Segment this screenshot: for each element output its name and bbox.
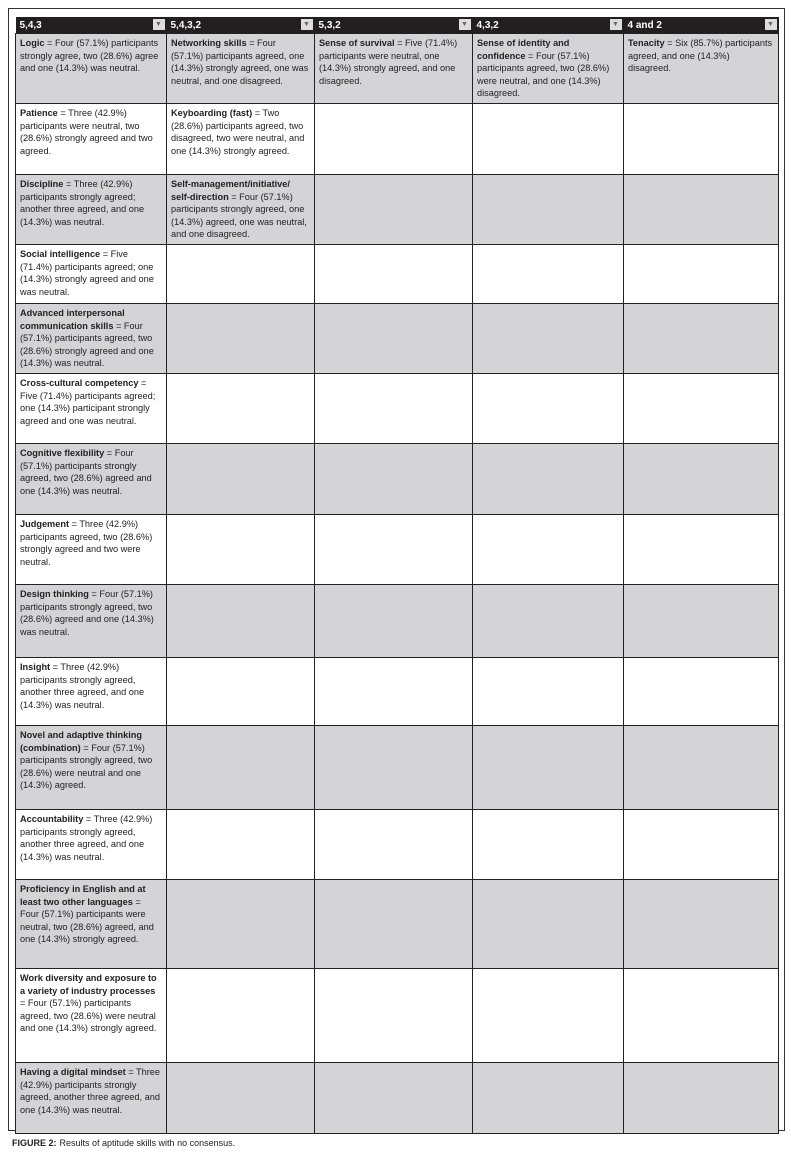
skill-name: Sense of survival bbox=[319, 38, 395, 48]
caption-label: FIGURE 2: bbox=[12, 1138, 57, 1148]
empty-cell bbox=[315, 244, 473, 303]
empty-cell bbox=[315, 657, 473, 725]
skill-cell bbox=[16, 174, 167, 244]
empty-cell bbox=[167, 725, 315, 809]
empty-cell bbox=[167, 443, 315, 514]
skill-name: Proficiency in English and at least two other languages bbox=[20, 883, 146, 907]
table-row bbox=[16, 174, 779, 244]
skill-result: = Four (57.1%) participants were neutral, two (28.6%) agreed, and one (14.3%) strongly agreed. bbox=[20, 896, 154, 945]
empty-cell bbox=[167, 968, 315, 1062]
skill-name: Cross-cultural competency bbox=[20, 377, 139, 388]
skill-result: = Four (57.1%) participants agreed, two (28.6%) were neutral and one (14.3%) strongly agreed. bbox=[20, 998, 157, 1034]
empty-cell bbox=[624, 809, 779, 879]
skill-result: = Four (57.1%) participants strongly agreed, two (28.6%) agreed and one (14.3%) was neutral. bbox=[20, 447, 152, 496]
empty-cell bbox=[167, 303, 315, 373]
skill-result: = Six (85.7%) participants agreed, and one (14.3%) disagreed. bbox=[628, 38, 773, 74]
table-row bbox=[16, 514, 779, 584]
empty-cell bbox=[473, 443, 624, 514]
empty-cell bbox=[624, 373, 779, 443]
skill-result: = Four (57.1%) participants agreed, one (14.3%) strongly agreed, one was neutral, and one disagreed. bbox=[171, 38, 309, 86]
empty-cell bbox=[624, 244, 779, 303]
skill-name: Tenacity bbox=[628, 38, 665, 48]
column-header-label: 5,3,2 bbox=[318, 19, 341, 31]
empty-cell bbox=[167, 809, 315, 879]
empty-cell bbox=[473, 1062, 624, 1133]
skill-result: = Four (57.1%) participants strongly agreed, two (28.6%) agreed and one (14.3%) was neutral. bbox=[20, 588, 154, 637]
empty-cell bbox=[315, 373, 473, 443]
skill-result: = Four (57.1%) participants strongly agreed, one (14.3%) agreed, one was neutral, and one disagreed. bbox=[171, 191, 307, 240]
skill-cell bbox=[167, 34, 315, 104]
skill-result: = Three (42.9%) participants strongly agreed, another three agreed, and one (14.3%) was neutral. bbox=[20, 661, 145, 710]
figure-caption bbox=[12, 1138, 235, 1148]
skill-name: Logic bbox=[20, 38, 45, 48]
empty-cell bbox=[624, 174, 779, 244]
column-header-label: 4 and 2 bbox=[627, 19, 662, 31]
skill-cell bbox=[16, 303, 167, 373]
empty-cell bbox=[624, 725, 779, 809]
skill-result: = Four (57.1%) participants agreed, two (28.6%) strongly agreed and one (14.3%) was neutral. bbox=[20, 320, 154, 369]
empty-cell bbox=[315, 303, 473, 373]
column-header bbox=[16, 17, 167, 34]
empty-cell bbox=[473, 303, 624, 373]
empty-cell bbox=[624, 103, 779, 174]
table-row bbox=[16, 968, 779, 1062]
empty-cell bbox=[315, 514, 473, 584]
empty-cell bbox=[167, 657, 315, 725]
skill-result: = Four (57.1%) participants strongly agree, two (28.6%) agree and one (14.3%) was neutral. bbox=[20, 38, 159, 74]
table-row bbox=[16, 103, 779, 174]
filter-dropdown-icon[interactable]: ▼ bbox=[765, 19, 777, 30]
aptitude-skills-table bbox=[15, 17, 779, 1134]
table-row bbox=[16, 373, 779, 443]
empty-cell bbox=[473, 373, 624, 443]
table-row bbox=[16, 809, 779, 879]
skill-cell bbox=[167, 174, 315, 244]
column-header bbox=[315, 17, 473, 34]
caption-text: Results of aptitude skills with no consensus. bbox=[59, 1138, 236, 1148]
column-header bbox=[624, 17, 779, 34]
empty-cell bbox=[624, 584, 779, 657]
empty-cell bbox=[473, 103, 624, 174]
empty-cell bbox=[473, 514, 624, 584]
empty-cell bbox=[473, 657, 624, 725]
empty-cell bbox=[624, 303, 779, 373]
empty-cell bbox=[473, 809, 624, 879]
skill-name: Accountability bbox=[20, 813, 84, 824]
empty-cell bbox=[315, 879, 473, 968]
skill-name: Cognitive flexibility bbox=[20, 447, 105, 458]
skill-name: Patience bbox=[20, 107, 58, 118]
skill-name: Networking skills bbox=[171, 38, 247, 48]
table-row bbox=[16, 303, 779, 373]
table-row bbox=[16, 34, 779, 104]
empty-cell bbox=[167, 1062, 315, 1133]
empty-cell bbox=[473, 244, 624, 303]
empty-cell bbox=[315, 725, 473, 809]
empty-cell bbox=[624, 443, 779, 514]
empty-cell bbox=[315, 174, 473, 244]
empty-cell bbox=[473, 968, 624, 1062]
skill-result: = Five (71.4%) participants were neutral, one (14.3%) strongly agreed, and one disagreed. bbox=[319, 38, 458, 86]
skill-cell bbox=[16, 809, 167, 879]
skill-result: = Five (71.4%) participants agreed; one (14.3%) participant strongly agreed and one was neutral. bbox=[20, 377, 156, 426]
empty-cell bbox=[315, 103, 473, 174]
skill-cell bbox=[16, 879, 167, 968]
filter-dropdown-icon[interactable]: ▼ bbox=[301, 19, 313, 30]
empty-cell bbox=[473, 174, 624, 244]
skill-result: = Four (57.1%) participants agreed, two (28.6%) were neutral, and one (14.3%) disagreed. bbox=[477, 50, 610, 99]
empty-cell bbox=[473, 584, 624, 657]
skill-cell bbox=[16, 373, 167, 443]
filter-dropdown-icon[interactable]: ▼ bbox=[459, 19, 471, 30]
table-row bbox=[16, 879, 779, 968]
filter-dropdown-icon[interactable]: ▼ bbox=[153, 19, 165, 30]
skill-name: Work diversity and exposure to a variety of industry processes bbox=[20, 972, 157, 996]
skill-name: Self-management/initiative/ self-direction bbox=[171, 178, 290, 202]
column-header bbox=[167, 17, 315, 34]
skill-name: Judgement bbox=[20, 518, 70, 529]
skill-cell bbox=[16, 968, 167, 1062]
column-header bbox=[473, 17, 624, 34]
skill-cell bbox=[473, 34, 624, 104]
skill-result: = Three (42.9%) participants strongly agreed; another three agreed, and one (14.3%) was neutral. bbox=[20, 178, 145, 227]
empty-cell bbox=[473, 879, 624, 968]
skill-name: Sense of identity and confidence bbox=[477, 38, 570, 61]
skill-cell bbox=[16, 244, 167, 303]
skill-result: = Three (42.9%) participants strongly agreed, another three agreed, and one (14.3%) was neutral. bbox=[20, 813, 153, 862]
empty-cell bbox=[167, 879, 315, 968]
skill-result: = Two (28.6%) participants agreed, two disagreed, two were neutral, and one (14.3%) strongly agreed. bbox=[171, 107, 305, 156]
skill-result: = Four (57.1%) participants strongly agreed, two (28.6%) were neutral and one (14.3%) agreed. bbox=[20, 742, 153, 791]
skill-name: Keyboarding (fast) bbox=[171, 107, 253, 118]
empty-cell bbox=[315, 809, 473, 879]
skill-cell bbox=[16, 725, 167, 809]
skill-cell bbox=[16, 657, 167, 725]
empty-cell bbox=[624, 1062, 779, 1133]
skill-cell bbox=[167, 103, 315, 174]
skill-result: = Five (71.4%) participants agreed; one (14.3%) strongly agreed and one was neutral. bbox=[20, 248, 154, 297]
empty-cell bbox=[167, 244, 315, 303]
skill-result: = Three (42.9%) participants were neutral, two (28.6%) strongly agreed and two agreed. bbox=[20, 107, 153, 156]
skill-name: Advanced interpersonal communication skills bbox=[20, 307, 125, 331]
empty-cell bbox=[624, 514, 779, 584]
empty-cell bbox=[624, 968, 779, 1062]
empty-cell bbox=[315, 968, 473, 1062]
column-header-label: 4,3,2 bbox=[476, 19, 499, 31]
skill-cell bbox=[16, 443, 167, 514]
skill-cell bbox=[16, 1062, 167, 1133]
table-row bbox=[16, 657, 779, 725]
skill-name: Having a digital mindset bbox=[20, 1066, 126, 1077]
skill-cell bbox=[16, 514, 167, 584]
empty-cell bbox=[167, 584, 315, 657]
skill-name: Discipline bbox=[20, 178, 64, 189]
column-header-label: 5,4,3 bbox=[19, 19, 42, 31]
skill-cell bbox=[315, 34, 473, 104]
table-row bbox=[16, 584, 779, 657]
column-header-label: 5,4,3,2 bbox=[170, 19, 202, 31]
skill-name: Insight bbox=[20, 661, 51, 672]
filter-dropdown-icon[interactable]: ▼ bbox=[610, 19, 622, 30]
table-row bbox=[16, 244, 779, 303]
empty-cell bbox=[315, 1062, 473, 1133]
empty-cell bbox=[624, 879, 779, 968]
empty-cell bbox=[167, 373, 315, 443]
skill-name: Social intelligence bbox=[20, 248, 101, 259]
empty-cell bbox=[624, 657, 779, 725]
table-row bbox=[16, 1062, 779, 1133]
skill-cell bbox=[16, 34, 167, 104]
skill-cell bbox=[624, 34, 779, 104]
skill-name: Design thinking bbox=[20, 588, 89, 599]
skill-result: = Three (42.9%) participants strongly agreed, another three agreed, and one (14.3%) was neutral. bbox=[20, 1066, 160, 1115]
empty-cell bbox=[315, 443, 473, 514]
table-row bbox=[16, 725, 779, 809]
skill-cell bbox=[16, 103, 167, 174]
empty-cell bbox=[167, 514, 315, 584]
skill-cell bbox=[16, 584, 167, 657]
skill-name: Novel and adaptive thinking (combination) bbox=[20, 729, 143, 753]
skill-result: = Three (42.9%) participants agreed, two (28.6%) strongly agreed and two were neutral. bbox=[20, 518, 153, 567]
empty-cell bbox=[473, 725, 624, 809]
empty-cell bbox=[315, 584, 473, 657]
table-row bbox=[16, 443, 779, 514]
